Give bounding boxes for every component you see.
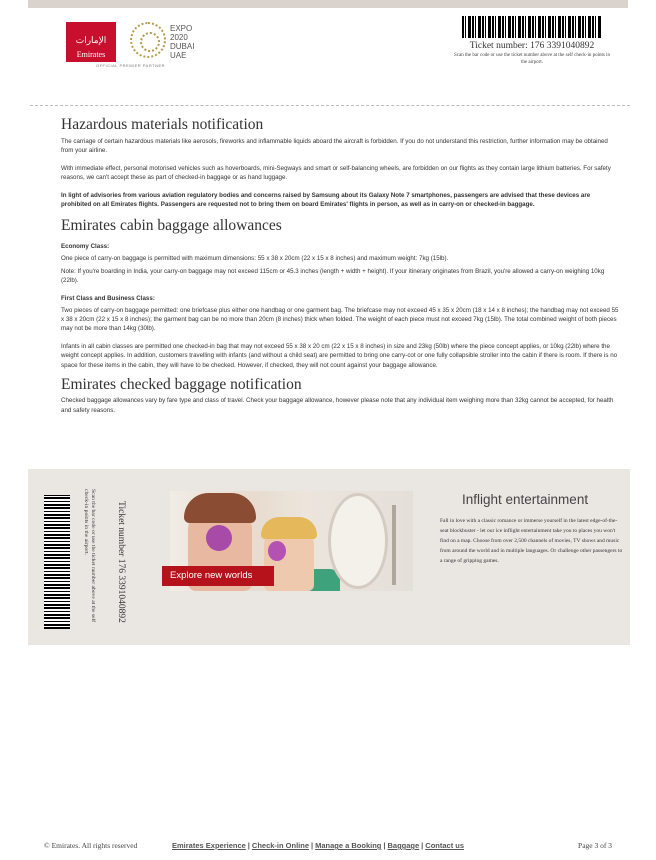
link-manage-booking[interactable]: Manage a Booking — [315, 841, 382, 850]
emirates-logo — [66, 22, 116, 62]
hazardous-paragraph-3: In light of advisories from various aviation regulatory bodies and concerns raised by Samsung about its Galaxy Note 7 smartphones, passengers are advised that these devices are prohibited on all Emirates flights. Passengers are requested not to bring them on board Emirates' flights in person, as well as in carry-on or checked-in baggage. — [61, 191, 591, 209]
hazardous-heading: Hazardous materials notification — [61, 116, 264, 133]
partner-label: OFFICIAL PREMIER PARTNER — [96, 63, 166, 68]
link-contact-us[interactable]: Contact us — [425, 841, 465, 850]
headphones-icon — [206, 525, 232, 551]
expo-seal-icon — [130, 22, 166, 58]
link-baggage[interactable]: Baggage — [387, 841, 420, 850]
cabin-heading: Emirates cabin baggage allowances — [61, 217, 282, 235]
top-border-bar — [28, 0, 628, 8]
main-content — [61, 116, 621, 423]
ticket-number-top: Ticket number: 176 3391040892 — [469, 41, 595, 51]
ticket-number-stub: Ticket number 176 3391040892 — [116, 501, 126, 623]
infants-paragraph: Infants in all cabin classes are permitted one checked-in bag that may not exceed 55 x 38 x 20 cm (22 x 15 x 8 inches) in size and 23kg (50lb) where the piece concept applies, or 10kg (22lb) where the weight concept applies. In addition, customers travelling with infants (and without a child seat) are permitted to bring one carry-cot or one fully collapsible stroller into the cabin if there is room. If there is no space for these items in the cabin, they will have to be checked. However, if checked, they will not count against your baggage allowance. — [61, 342, 618, 369]
page-number: Page 3 of 3 — [578, 841, 612, 850]
copyright: © Emirates. All rights reserved — [44, 841, 138, 850]
checked-paragraph: Checked baggage allowances vary by fare type and class of travel. Check your baggage allowance, however please note that any individual item weighing more than 32kg cannot be accepted, for health and safety reasons. — [61, 397, 614, 414]
economy-note: Note: If you're boarding in India, your carry-on baggage may not exceed 115cm or 45.3 inches (length + width + height). If your itinerary originates from Brazil, you're allowed a carry-on weighing 10kg (22lb). — [61, 267, 605, 285]
link-emirates-experience[interactable]: Emirates Experience — [172, 841, 246, 850]
barcode-stub — [44, 495, 70, 629]
explore-new-worlds-button[interactable]: Explore new worlds — [162, 566, 274, 586]
scan-instruction-stub: Scan the bar code or use the ticket number above at the self check-in points in the airport. — [83, 489, 96, 622]
first-business-label: First Class and Business Class: — [61, 294, 155, 302]
checked-heading: Emirates checked baggage notification — [61, 376, 302, 394]
expo-logo-text: EXPO 2020 DUBAI UAE — [170, 24, 195, 60]
inflight-entertainment-text: Fall in love with a classic romance or immerse yourself in the latest edge-of-the-seat blockbuster - let our ice inflight entertainment take you to places you won't find on a map. Choose from over 2,500 channels of movies, TV shows and music from around the world and in multiple languages. Or challenge other passengers to a range of gripping games. — [440, 518, 623, 564]
economy-paragraph: One piece of carry-on baggage is permitted with maximum dimensions: 55 x 38 x 20cm (22 x 15 x 8 inches) and maximum weight: 7kg (15lb). — [61, 255, 449, 263]
footer-links: Emirates Experience | Check-in Online | Manage a Booking | Baggage | Contact us — [172, 841, 465, 850]
headphones-icon — [268, 541, 286, 561]
emirates-calligraphy: الإمارات — [75, 36, 107, 46]
emirates-wordmark: Emirates — [76, 50, 106, 59]
barcode-top — [462, 16, 602, 38]
window-screen — [328, 493, 388, 589]
link-check-in-online[interactable]: Check-in Online — [251, 841, 309, 850]
hazardous-paragraph-1: The carriage of certain hazardous materials like aerosols, fireworks and inflammable liquids aboard the aircraft is forbidden. If you do not understand this restriction, further information may be obtained from your airline. — [61, 138, 608, 155]
inflight-entertainment-title: Inflight entertainment — [462, 492, 589, 507]
hazardous-paragraph-2: With immediate effect, personal motorised vehicles such as hoverboards, mini-Segways and smart or self-balancing wheels, are forbidden on our flights as they contain large lithium batteries. For safety reasons, we can't accept these as part of checked-in baggage or as hand luggage. — [61, 164, 611, 182]
promo-panel — [28, 469, 630, 645]
first-business-paragraph: Two pieces of carry-on baggage permitted: one briefcase plus either one handbag or one garment bag. The briefcase may not exceed 45 x 35 x 20cm (18 x 14 x 8 inches); the handbag may not exceed 55 x 38 x 20cm (22 x 15 x 8 inches); the garment bag can be no more than 20cm (8 inches) thick when folded. The weight of each piece must not exceed 7kg (15lb). The total combined weight of both pieces may not be more than 14kg (30lb). — [61, 306, 619, 333]
scan-instruction-top: Scan the bar code or use the ticket number above at the self check-in points in the airport. — [454, 53, 610, 65]
economy-label: Economy Class: — [61, 243, 110, 251]
cut-line-divider — [30, 105, 630, 106]
